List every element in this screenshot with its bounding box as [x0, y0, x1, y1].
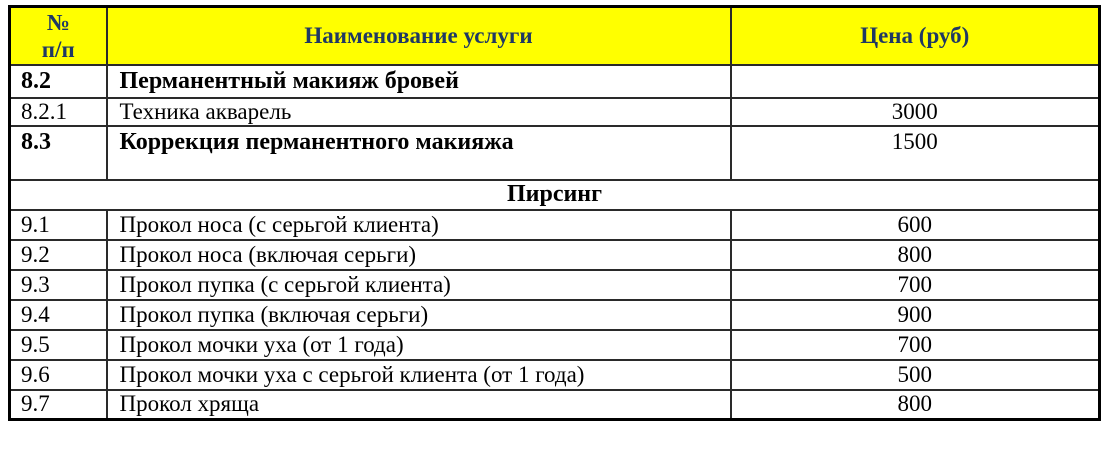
- row-number-cell: 9.1: [10, 210, 107, 240]
- table-row: [10, 270, 1100, 300]
- header-number-col: [10, 7, 107, 65]
- price-cell: 900: [731, 300, 1100, 330]
- table-row: [10, 360, 1100, 390]
- table-row: [10, 390, 1100, 420]
- row-number-cell: 8.3: [10, 126, 107, 180]
- service-name-cell: Прокол пупка (включая серьги): [107, 300, 731, 330]
- header-number-line1: №: [46, 9, 70, 35]
- table-row: [10, 330, 1100, 360]
- service-name-cell: Прокол хряща: [107, 390, 731, 420]
- header-number-line2: п/п: [41, 36, 75, 62]
- price-cell: 1500: [731, 126, 1100, 180]
- table-row: [10, 98, 1100, 126]
- header-price-col: Цена (руб): [731, 7, 1100, 65]
- price-cell: 600: [731, 210, 1100, 240]
- service-name-cell: Техника акварель: [107, 98, 731, 126]
- row-number-cell: 9.4: [10, 300, 107, 330]
- price-cell: 700: [731, 330, 1100, 360]
- table-row: [10, 65, 1100, 98]
- table-row: [10, 240, 1100, 270]
- price-table: [8, 5, 1101, 421]
- price-cell: 800: [731, 390, 1100, 420]
- price-cell: 3000: [731, 98, 1100, 126]
- price-cell: [731, 65, 1100, 98]
- table-row: [10, 300, 1100, 330]
- header-service-col: Наименование услуги: [107, 7, 731, 65]
- row-number-cell: 8.2.1: [10, 98, 107, 126]
- table-header-row: [10, 7, 1100, 65]
- row-number-cell: 9.5: [10, 330, 107, 360]
- row-number-cell: 9.2: [10, 240, 107, 270]
- service-name-cell: Прокол мочки уха с серьгой клиента (от 1 года): [107, 360, 731, 390]
- service-name-cell: Коррекция перманентного макияжа: [107, 126, 731, 180]
- service-name-cell: Прокол мочки уха (от 1 года): [107, 330, 731, 360]
- row-number-cell: 9.6: [10, 360, 107, 390]
- row-number-cell: 9.7: [10, 390, 107, 420]
- service-name-cell: Прокол носа (с серьгой клиента): [107, 210, 731, 240]
- row-number-cell: 8.2: [10, 65, 107, 98]
- table-row: [10, 210, 1100, 240]
- price-cell: 500: [731, 360, 1100, 390]
- service-name-cell: Прокол пупка (с серьгой клиента): [107, 270, 731, 300]
- service-name-cell: Прокол носа (включая серьги): [107, 240, 731, 270]
- table-row: [10, 126, 1100, 180]
- section-header-row: [10, 180, 1100, 210]
- price-cell: 800: [731, 240, 1100, 270]
- row-number-cell: 9.3: [10, 270, 107, 300]
- service-name-cell: Перманентный макияж бровей: [107, 65, 731, 98]
- price-cell: 700: [731, 270, 1100, 300]
- section-title: Пирсинг: [10, 180, 1100, 210]
